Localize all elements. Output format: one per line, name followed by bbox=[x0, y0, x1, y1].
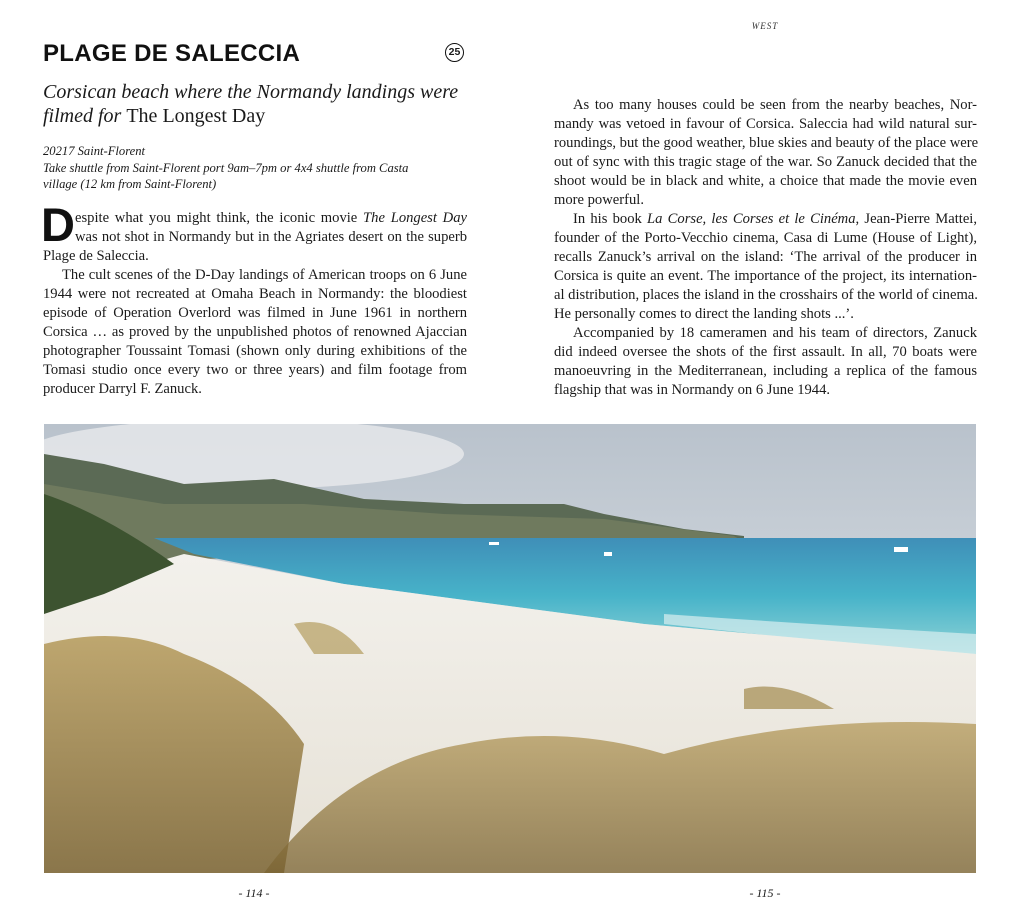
text-line bbox=[554, 172, 977, 191]
beach-photo bbox=[44, 424, 976, 873]
body-text: did indeed oversee the shots of the first assault. In all, 70 boats were bbox=[554, 344, 977, 360]
movie-title: The Longest Day bbox=[126, 105, 266, 127]
body-text: al distribution, places the island in the crosshairs of the world of cinema. bbox=[554, 287, 978, 303]
drop-cap: D bbox=[41, 198, 75, 251]
body-text: 1944 were not recreated at Omaha Beach in Normandy: the bloodiest bbox=[43, 286, 467, 302]
text-line bbox=[554, 115, 977, 134]
body-text: , Jean-Pierre Mattei, bbox=[855, 211, 978, 227]
text-line bbox=[554, 381, 977, 400]
body-text: He personally comes to direct the landing shots ...’. bbox=[554, 306, 854, 322]
subtitle-line-1: Corsican beach where the Normandy landings were bbox=[43, 81, 459, 103]
text-line bbox=[43, 228, 467, 247]
text-line bbox=[554, 324, 977, 343]
body-text: flagship that was in Normandy on 6 June 1944. bbox=[554, 382, 831, 398]
text-line bbox=[554, 267, 977, 286]
body-text: Corsica … as proved by the unpublished photos of renowned Ajaccian bbox=[43, 324, 467, 340]
page-title: PLAGE DE SALECCIA bbox=[43, 40, 301, 67]
practical-info bbox=[43, 143, 473, 193]
subtitle-italic: filmed for bbox=[43, 105, 127, 127]
body-text: manoeuvring in the Mediterranean, including a replica of the famous bbox=[554, 363, 977, 379]
text-line bbox=[43, 361, 467, 380]
access-info-2: village (12 km from Saint-Florent) bbox=[43, 177, 217, 191]
text-line bbox=[554, 134, 977, 153]
body-text: shoot would be in black and white, a choice that made the movie even bbox=[554, 173, 977, 189]
text-line bbox=[43, 380, 467, 399]
body-text: espite what you might think, the iconic movie bbox=[75, 210, 364, 226]
text-line bbox=[43, 323, 467, 342]
body-text: Tomasi studio once every two or three years) and film footage from bbox=[43, 362, 467, 378]
running-header: WEST bbox=[751, 21, 779, 31]
text-line bbox=[43, 247, 467, 266]
body-text: The cult scenes of the D-Day landings of American troops on 6 June bbox=[62, 267, 467, 283]
body-text: more powerful. bbox=[554, 192, 644, 208]
subtitle-line-2 bbox=[43, 104, 473, 128]
body-text: mandy was vetoed in favour of Corsica. Saleccia had wild natural sur- bbox=[554, 116, 977, 132]
body-text: recalls Zanuck’s arrival on the island: ‘The arrival of the producer in bbox=[554, 249, 977, 265]
page-number-right: - 115 - bbox=[749, 886, 781, 900]
text-line bbox=[554, 191, 977, 210]
italic-title-text: La Corse, les Corses et le Cinéma bbox=[647, 211, 856, 227]
italic-title-text: The Longest Day bbox=[363, 210, 467, 226]
saleccia-beach-image bbox=[44, 424, 976, 873]
text-line bbox=[554, 210, 977, 229]
text-line bbox=[554, 96, 977, 115]
text-line bbox=[43, 342, 467, 361]
body-text: founder of the Porto-Vecchio cinema, Casa di Lume (House of Light), bbox=[554, 230, 977, 246]
text-line bbox=[43, 266, 467, 285]
body-text: Accompanied by 18 cameramen and his team of directors, Zanuck bbox=[573, 325, 977, 341]
subtitle bbox=[43, 80, 473, 128]
body-text: As too many houses could be seen from the nearby beaches, Nor- bbox=[573, 97, 977, 113]
body-text: In his book bbox=[573, 211, 648, 227]
right-column-text bbox=[554, 96, 977, 400]
text-line bbox=[43, 285, 467, 304]
left-column-text bbox=[43, 209, 467, 399]
body-text: photographer Toussaint Tomasi (shown only during exhibitions of the bbox=[43, 343, 467, 359]
text-line bbox=[554, 286, 977, 305]
text-line bbox=[554, 248, 977, 267]
text-line bbox=[43, 209, 467, 228]
entry-number-badge: 25 bbox=[445, 43, 464, 62]
body-text: out of sync with this tragic stage of the war. So Zanuck decided that the bbox=[554, 154, 977, 170]
text-line bbox=[43, 304, 467, 323]
address: 20217 Saint-Florent bbox=[43, 144, 146, 158]
body-text: episode of Operation Overlord was filmed in June 1961 in northern bbox=[43, 305, 467, 321]
text-line bbox=[554, 229, 977, 248]
access-info-1: Take shuttle from Saint-Florent port 9am–7pm or 4x4 shuttle from Casta bbox=[43, 160, 409, 175]
text-line bbox=[554, 343, 977, 362]
text-line bbox=[554, 362, 977, 381]
body-text: roundings, but the good weather, blue skies and beauty of the place were bbox=[554, 135, 979, 151]
page-number-left: - 114 - bbox=[238, 886, 270, 900]
body-text: Plage de Saleccia. bbox=[43, 248, 149, 264]
body-text: Corsica is quite an event. The importance of the project, its internation- bbox=[554, 268, 977, 284]
body-text: was not shot in Normandy but in the Agriates desert on the superb bbox=[75, 229, 467, 245]
text-line bbox=[554, 305, 977, 324]
body-text: producer Darryl F. Zanuck. bbox=[43, 381, 202, 397]
text-line bbox=[554, 153, 977, 172]
